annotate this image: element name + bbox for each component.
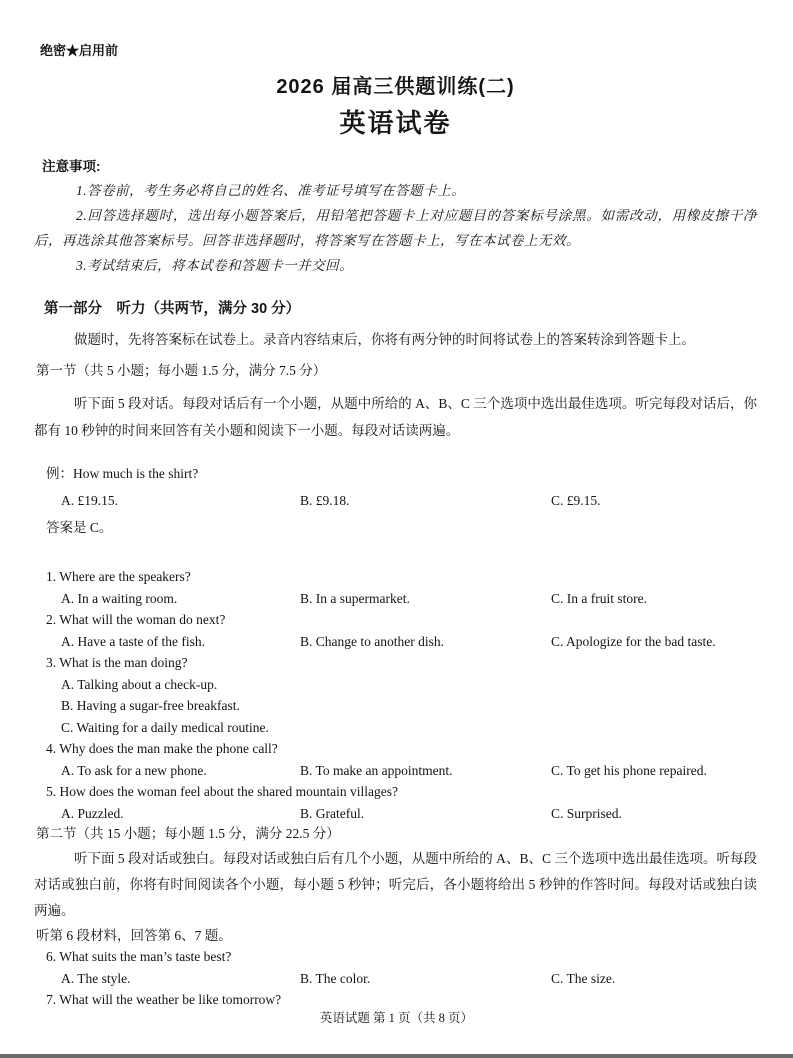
question-7-text: 7. What will the weather be like tomorrow? xyxy=(46,992,282,1007)
section1-questions xyxy=(46,566,757,824)
question-3-option-b: B. Having a sugar-free breakfast. xyxy=(61,698,240,713)
question-1-option-c: C. In a fruit store. xyxy=(551,590,647,606)
exam-title: 2026 届高三供题训练(二) xyxy=(276,76,515,98)
question-1-options xyxy=(61,588,757,610)
question-1-option-b: B. In a supermarket. xyxy=(300,590,410,606)
question-4-option-a: A. To ask for a new phone. xyxy=(61,762,207,778)
question-4 xyxy=(46,738,757,781)
part1-intro: 做题时，先将答案标在试卷上。录音内容结束后，你将有两分钟的时间将试卷上的答案转涂到答题卡上。 xyxy=(74,332,695,347)
secrecy-label: 绝密★启用前 xyxy=(40,43,119,58)
notice-item-1: 1.答卷前，考生务必将自己的姓名、准考证号填写在答题卡上。 xyxy=(76,183,466,198)
subject-title: 英语试卷 xyxy=(339,108,452,138)
example-option-c: C. £9.15. xyxy=(551,493,601,508)
section2-instructions: 听下面 5 段对话或独白。每段对话或独白后有几个小题，从题中所给的 A、B、C 三个选项中选出最佳选项。听每段对话或独白前，你将有时间阅读各个小题，每小题 5 秒钟；听完后，各小题将给出 5 秒钟的作答时间。每段对话或独白读两遍。 xyxy=(34,851,757,918)
question-6-option-a: A. The style. xyxy=(61,970,131,986)
question-5-option-a: A. Puzzled. xyxy=(61,805,124,821)
question-1-option-a: A. In a waiting room. xyxy=(61,590,178,606)
question-4-options xyxy=(61,760,757,782)
question-1-text: 1. Where are the speakers? xyxy=(46,569,191,584)
section1-instructions: 听下面 5 段对话。每段对话后有一个小题，从题中所给的 A、B、C 三个选项中选出最佳选项。听完每段对话后，你都有 10 秒钟的时间来回答有关小题和阅读下一小题。每段对话读两遍。 xyxy=(34,396,757,438)
section2-questions xyxy=(46,946,757,1011)
example-options-row xyxy=(61,487,757,514)
question-2-options xyxy=(61,631,757,653)
material-6-note: 听第 6 段材料，回答第 6、7 题。 xyxy=(36,928,232,943)
question-5 xyxy=(46,781,757,824)
part1-heading: 第一部分 听力（共两节，满分 30 分） xyxy=(44,301,301,317)
question-6 xyxy=(46,946,757,989)
question-2-text: 2. What will the woman do next? xyxy=(46,612,226,627)
question-4-text: 4. Why does the man make the phone call? xyxy=(46,741,278,756)
question-6-text: 6. What suits the man’s taste best? xyxy=(46,949,232,964)
question-2-option-c: C. Apologize for the bad taste. xyxy=(551,633,716,649)
question-3-text: 3. What is the man doing? xyxy=(46,655,188,670)
question-5-text: 5. How does the woman feel about the shared mountain villages? xyxy=(46,784,399,799)
example-option-b: B. £9.18. xyxy=(300,493,350,508)
question-2 xyxy=(46,609,757,652)
question-6-option-b: B. The color. xyxy=(300,970,371,986)
example-answer: 答案是 C。 xyxy=(46,520,113,535)
notice-heading: 注意事项: xyxy=(42,159,101,174)
question-2-option-a: A. Have a taste of the fish. xyxy=(61,633,205,649)
section1-heading: 第一节（共 5 小题；每小题 1.5 分，满分 7.5 分） xyxy=(36,363,327,378)
example-block xyxy=(46,460,757,541)
example-question: 例：How much is the shirt? xyxy=(46,466,199,481)
section2-heading: 第二节（共 15 小题；每小题 1.5 分，满分 22.5 分） xyxy=(36,826,340,841)
example-option-a: A. £19.15. xyxy=(61,493,118,508)
question-3-option-a: A. Talking about a check-up. xyxy=(61,676,218,692)
question-5-options xyxy=(61,803,757,825)
question-3 xyxy=(46,652,757,738)
notice-item-2: 2.回答选择题时，选出每小题答案后，用铅笔把答题卡上对应题目的答案标号涂黑。如需改动，用橡皮擦干净后，再选涂其他答案标号。回答非选择题时，将答案写在答题卡上，写在本试卷上无效。 xyxy=(34,208,757,248)
page-bottom-edge xyxy=(0,1054,793,1058)
question-2-option-b: B. Change to another dish. xyxy=(300,633,444,649)
question-4-option-b: B. To make an appointment. xyxy=(300,762,453,778)
question-5-option-b: B. Grateful. xyxy=(300,805,365,821)
question-6-option-c: C. The size. xyxy=(551,970,616,986)
question-5-option-c: C. Surprised. xyxy=(551,805,622,821)
question-1 xyxy=(46,566,757,609)
notice-item-3: 3.考试结束后，将本试卷和答题卡一并交回。 xyxy=(76,258,354,273)
question-4-option-c: C. To get his phone repaired. xyxy=(551,762,707,778)
page-footer: 英语试题 第 1 页（共 8 页） xyxy=(319,1011,474,1025)
question-3-option-c: C. Waiting for a daily medical routine. xyxy=(61,719,269,735)
question-3-options xyxy=(61,674,757,739)
question-6-options xyxy=(61,968,757,990)
